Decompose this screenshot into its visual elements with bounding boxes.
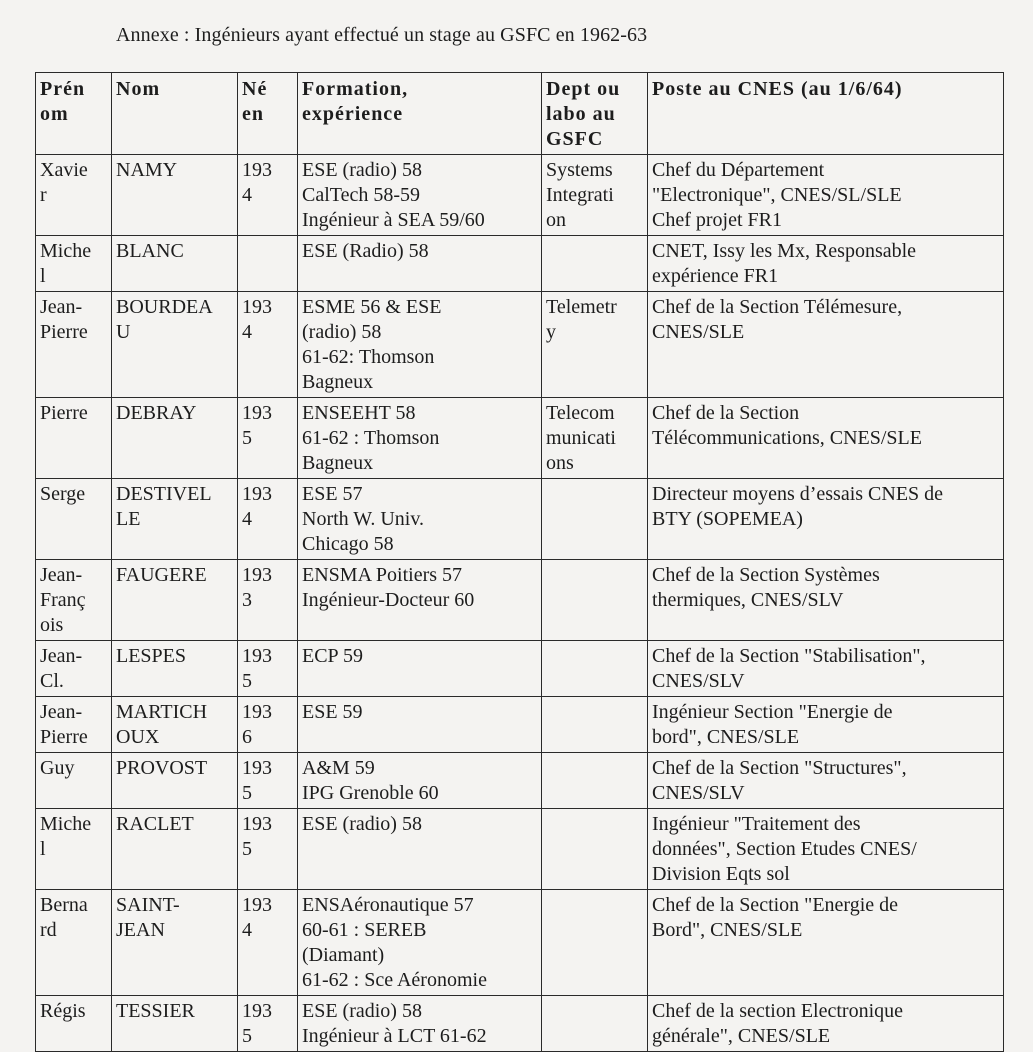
table-row xyxy=(36,697,1004,753)
cell-line: 61-62 : Thomson xyxy=(302,427,440,449)
header-prenom xyxy=(36,73,112,155)
cell-line: Berna xyxy=(40,894,88,916)
cell-nom xyxy=(112,560,238,641)
cell-formation xyxy=(298,697,542,753)
cell-nom xyxy=(112,398,238,479)
cell-poste xyxy=(648,560,1004,641)
cell-line: U xyxy=(116,321,131,343)
cell-prenom xyxy=(36,479,112,560)
cell-line: om xyxy=(40,103,69,125)
cell-line: on xyxy=(546,209,566,231)
cell-line: Bagneux xyxy=(302,452,374,474)
cell-prenom xyxy=(36,697,112,753)
cell-line: Télécommunications, CNES/SLE xyxy=(652,427,922,449)
cell-line: Formation, xyxy=(302,78,409,100)
cell-line: GSFC xyxy=(546,128,604,150)
cell-line: LESPES xyxy=(116,645,187,667)
cell-line: 4 xyxy=(242,919,252,941)
cell-line: SAINT- xyxy=(116,894,180,916)
cell-formation xyxy=(298,292,542,398)
cell-prenom xyxy=(36,641,112,697)
cell-ne xyxy=(238,809,298,890)
table-row xyxy=(36,479,1004,560)
cell-line: (radio) 58 xyxy=(302,321,382,343)
cell-ne xyxy=(238,398,298,479)
table-body xyxy=(36,155,1004,1052)
cell-line: r xyxy=(40,184,47,206)
cell-dept xyxy=(542,236,648,292)
cell-prenom xyxy=(36,753,112,809)
cell-line: l xyxy=(40,838,46,860)
cell-line: 3 xyxy=(242,589,252,611)
cell-line: Guy xyxy=(40,757,75,779)
cell-line: Pierre xyxy=(40,321,88,343)
cell-line: Chef de la Section "Energie de xyxy=(652,894,899,916)
cell-dept xyxy=(542,697,648,753)
cell-line: en xyxy=(242,103,264,125)
cell-line: 60-61 : SEREB xyxy=(302,919,427,941)
cell-line: Ingénieur "Traitement des xyxy=(652,813,861,835)
cell-ne xyxy=(238,292,298,398)
cell-poste xyxy=(648,996,1004,1052)
cell-line: BOURDEA xyxy=(116,296,213,318)
cell-line: Jean- xyxy=(40,645,83,667)
cell-line: OUX xyxy=(116,726,160,748)
cell-line: Ingénieur à SEA 59/60 xyxy=(302,209,485,231)
cell-line: Poste au CNES (au 1/6/64) xyxy=(652,78,903,100)
cell-prenom xyxy=(36,560,112,641)
table-row xyxy=(36,753,1004,809)
cell-dept xyxy=(542,809,648,890)
cell-line: thermiques, CNES/SLV xyxy=(652,589,844,611)
cell-line: y xyxy=(546,321,556,343)
cell-line: Miche xyxy=(40,813,92,835)
cell-formation xyxy=(298,890,542,996)
page-title: Annexe : Ingénieurs ayant effectué un stage au GSFC en 1962-63 xyxy=(116,24,648,46)
cell-line: ESE (radio) 58 xyxy=(302,159,422,181)
cell-line: Ingénieur à LCT 61-62 xyxy=(302,1025,487,1047)
cell-line: 61-62 : Sce Aéronomie xyxy=(302,969,487,991)
cell-line: BLANC xyxy=(116,240,184,262)
cell-line: ESE 57 xyxy=(302,483,363,505)
cell-line: A&M 59 xyxy=(302,757,375,779)
cell-poste xyxy=(648,155,1004,236)
cell-poste xyxy=(648,398,1004,479)
cell-line: ons xyxy=(546,452,574,474)
cell-poste xyxy=(648,292,1004,398)
cell-prenom xyxy=(36,155,112,236)
cell-line: 193 xyxy=(242,483,272,505)
cell-nom xyxy=(112,697,238,753)
cell-formation xyxy=(298,398,542,479)
cell-line: ESE (Radio) 58 xyxy=(302,240,429,262)
cell-formation xyxy=(298,809,542,890)
cell-line: 6 xyxy=(242,726,252,748)
cell-line: 193 xyxy=(242,757,272,779)
cell-line: ECP 59 xyxy=(302,645,363,667)
table-row xyxy=(36,890,1004,996)
cell-poste xyxy=(648,697,1004,753)
cell-line: CNES/SLV xyxy=(652,782,745,804)
cell-line: Dept ou xyxy=(546,78,621,100)
cell-line: Jean- xyxy=(40,296,83,318)
cell-line: Bagneux xyxy=(302,371,374,393)
cell-formation xyxy=(298,560,542,641)
cell-line: Xavie xyxy=(40,159,88,181)
table-row xyxy=(36,292,1004,398)
cell-line: 4 xyxy=(242,321,252,343)
cell-ne xyxy=(238,753,298,809)
cell-line: CalTech 58-59 xyxy=(302,184,421,206)
cell-line: Jean- xyxy=(40,564,83,586)
cell-line: CNET, Issy les Mx, Responsable xyxy=(652,240,917,262)
cell-line: (Diamant) xyxy=(302,944,385,966)
cell-line: CNES/SLV xyxy=(652,670,745,692)
cell-line: TESSIER xyxy=(116,1000,195,1022)
cell-line: ENSEEHT 58 xyxy=(302,402,416,424)
cell-line: 193 xyxy=(242,564,272,586)
cell-line: Chef du Département xyxy=(652,159,825,181)
cell-line: Chef de la Section Systèmes xyxy=(652,564,880,586)
cell-line: Chef de la Section Télémesure, xyxy=(652,296,903,318)
cell-line: 193 xyxy=(242,813,272,835)
cell-formation xyxy=(298,236,542,292)
cell-line: rd xyxy=(40,919,57,941)
table-row xyxy=(36,809,1004,890)
cell-line: Ingénieur-Docteur 60 xyxy=(302,589,475,611)
cell-line: Chef de la Section "Structures", xyxy=(652,757,907,779)
cell-line: bord", CNES/SLE xyxy=(652,726,800,748)
cell-line: Né xyxy=(242,78,268,100)
cell-line: 5 xyxy=(242,782,252,804)
cell-dept xyxy=(542,996,648,1052)
cell-ne xyxy=(238,479,298,560)
table-row xyxy=(36,560,1004,641)
cell-line: Pierre xyxy=(40,726,88,748)
cell-line: 193 xyxy=(242,701,272,723)
cell-ne xyxy=(238,236,298,292)
cell-line: 193 xyxy=(242,645,272,667)
cell-line: l xyxy=(40,265,46,287)
cell-line: ois xyxy=(40,614,64,636)
cell-line: Chef de la Section xyxy=(652,402,800,424)
cell-line: Nom xyxy=(116,78,161,100)
cell-line: 193 xyxy=(242,894,272,916)
cell-line: FAUGERE xyxy=(116,564,207,586)
engineers-table xyxy=(35,72,1004,1052)
cell-line: MARTICH xyxy=(116,701,208,723)
cell-line: Prén xyxy=(40,78,86,100)
table-row xyxy=(36,155,1004,236)
table-row xyxy=(36,641,1004,697)
cell-formation xyxy=(298,155,542,236)
cell-nom xyxy=(112,996,238,1052)
cell-dept xyxy=(542,890,648,996)
header-formation xyxy=(298,73,542,155)
cell-formation xyxy=(298,996,542,1052)
cell-line: RACLET xyxy=(116,813,194,835)
cell-line: municati xyxy=(546,427,616,449)
cell-line: ESE (radio) 58 xyxy=(302,1000,422,1022)
cell-line: expérience FR1 xyxy=(652,265,779,287)
cell-dept xyxy=(542,479,648,560)
cell-line: Bord", CNES/SLE xyxy=(652,919,803,941)
cell-line: Telemetr xyxy=(546,296,617,318)
cell-nom xyxy=(112,155,238,236)
cell-line: 61-62: Thomson xyxy=(302,346,435,368)
cell-formation xyxy=(298,641,542,697)
cell-nom xyxy=(112,479,238,560)
cell-line: Systems xyxy=(546,159,613,181)
cell-dept xyxy=(542,753,648,809)
cell-line: 5 xyxy=(242,427,252,449)
cell-line: Directeur moyens d’essais CNES de xyxy=(652,483,944,505)
cell-nom xyxy=(112,753,238,809)
cell-dept xyxy=(542,560,648,641)
header-nom xyxy=(112,73,238,155)
cell-nom xyxy=(112,641,238,697)
cell-line: générale", CNES/SLE xyxy=(652,1025,831,1047)
cell-line: Pierre xyxy=(40,402,88,424)
cell-line: expérience xyxy=(302,103,404,125)
cell-line: LE xyxy=(116,508,141,530)
cell-line: 193 xyxy=(242,159,272,181)
cell-poste xyxy=(648,809,1004,890)
cell-poste xyxy=(648,890,1004,996)
cell-line: Chef de la Section "Stabilisation", xyxy=(652,645,926,667)
cell-line: Ingénieur Section "Energie de xyxy=(652,701,893,723)
table-row xyxy=(36,398,1004,479)
cell-poste xyxy=(648,479,1004,560)
header-row xyxy=(36,73,1004,155)
cell-line: Division Eqts sol xyxy=(652,863,790,885)
cell-line: 5 xyxy=(242,1025,252,1047)
cell-line: Cl. xyxy=(40,670,64,692)
cell-line: 5 xyxy=(242,670,252,692)
cell-line: ENSMA Poitiers 57 xyxy=(302,564,463,586)
cell-prenom xyxy=(36,890,112,996)
cell-nom xyxy=(112,809,238,890)
cell-line: Franç xyxy=(40,589,86,611)
cell-line: Miche xyxy=(40,240,92,262)
cell-line: Telecom xyxy=(546,402,615,424)
cell-line: Serge xyxy=(40,483,86,505)
cell-line: Chef de la section Electronique xyxy=(652,1000,904,1022)
cell-nom xyxy=(112,292,238,398)
cell-line: Jean- xyxy=(40,701,83,723)
cell-line: 4 xyxy=(242,184,252,206)
cell-prenom xyxy=(36,996,112,1052)
cell-line: Chicago 58 xyxy=(302,533,394,555)
cell-poste xyxy=(648,236,1004,292)
cell-poste xyxy=(648,753,1004,809)
cell-line: CNES/SLE xyxy=(652,321,745,343)
cell-line: Integrati xyxy=(546,184,614,206)
cell-line: 5 xyxy=(242,838,252,860)
cell-ne xyxy=(238,641,298,697)
cell-dept xyxy=(542,641,648,697)
cell-line: 193 xyxy=(242,1000,272,1022)
cell-line: JEAN xyxy=(116,919,165,941)
cell-line: 193 xyxy=(242,402,272,424)
header-ne-en xyxy=(238,73,298,155)
table-row xyxy=(36,236,1004,292)
cell-line: ENSAéronautique 57 xyxy=(302,894,474,916)
cell-line: 193 xyxy=(242,296,272,318)
cell-line: PROVOST xyxy=(116,757,208,779)
cell-line: IPG Grenoble 60 xyxy=(302,782,439,804)
cell-line: "Electronique", CNES/SL/SLE xyxy=(652,184,902,206)
cell-line: labo au xyxy=(546,103,616,125)
cell-prenom xyxy=(36,236,112,292)
cell-line: ESE (radio) 58 xyxy=(302,813,422,835)
header-dept xyxy=(542,73,648,155)
cell-formation xyxy=(298,753,542,809)
cell-line: DESTIVEL xyxy=(116,483,212,505)
cell-line: Chef projet FR1 xyxy=(652,209,782,231)
cell-ne xyxy=(238,697,298,753)
cell-dept xyxy=(542,155,648,236)
cell-prenom xyxy=(36,809,112,890)
cell-nom xyxy=(112,890,238,996)
cell-prenom xyxy=(36,292,112,398)
cell-ne xyxy=(238,890,298,996)
cell-line: BTY (SOPEMEA) xyxy=(652,508,803,530)
cell-dept xyxy=(542,292,648,398)
cell-line: ESME 56 & ESE xyxy=(302,296,442,318)
cell-line: NAMY xyxy=(116,159,178,181)
cell-dept xyxy=(542,398,648,479)
cell-ne xyxy=(238,155,298,236)
cell-line: Régis xyxy=(40,1000,86,1022)
cell-line: North W. Univ. xyxy=(302,508,425,530)
cell-ne xyxy=(238,996,298,1052)
header-poste xyxy=(648,73,1004,155)
cell-prenom xyxy=(36,398,112,479)
cell-ne xyxy=(238,560,298,641)
cell-line: données", Section Etudes CNES/ xyxy=(652,838,917,860)
cell-poste xyxy=(648,641,1004,697)
cell-formation xyxy=(298,479,542,560)
cell-line: ESE 59 xyxy=(302,701,363,723)
cell-line: 4 xyxy=(242,508,252,530)
cell-nom xyxy=(112,236,238,292)
table-row xyxy=(36,996,1004,1052)
cell-line: DEBRAY xyxy=(116,402,197,424)
